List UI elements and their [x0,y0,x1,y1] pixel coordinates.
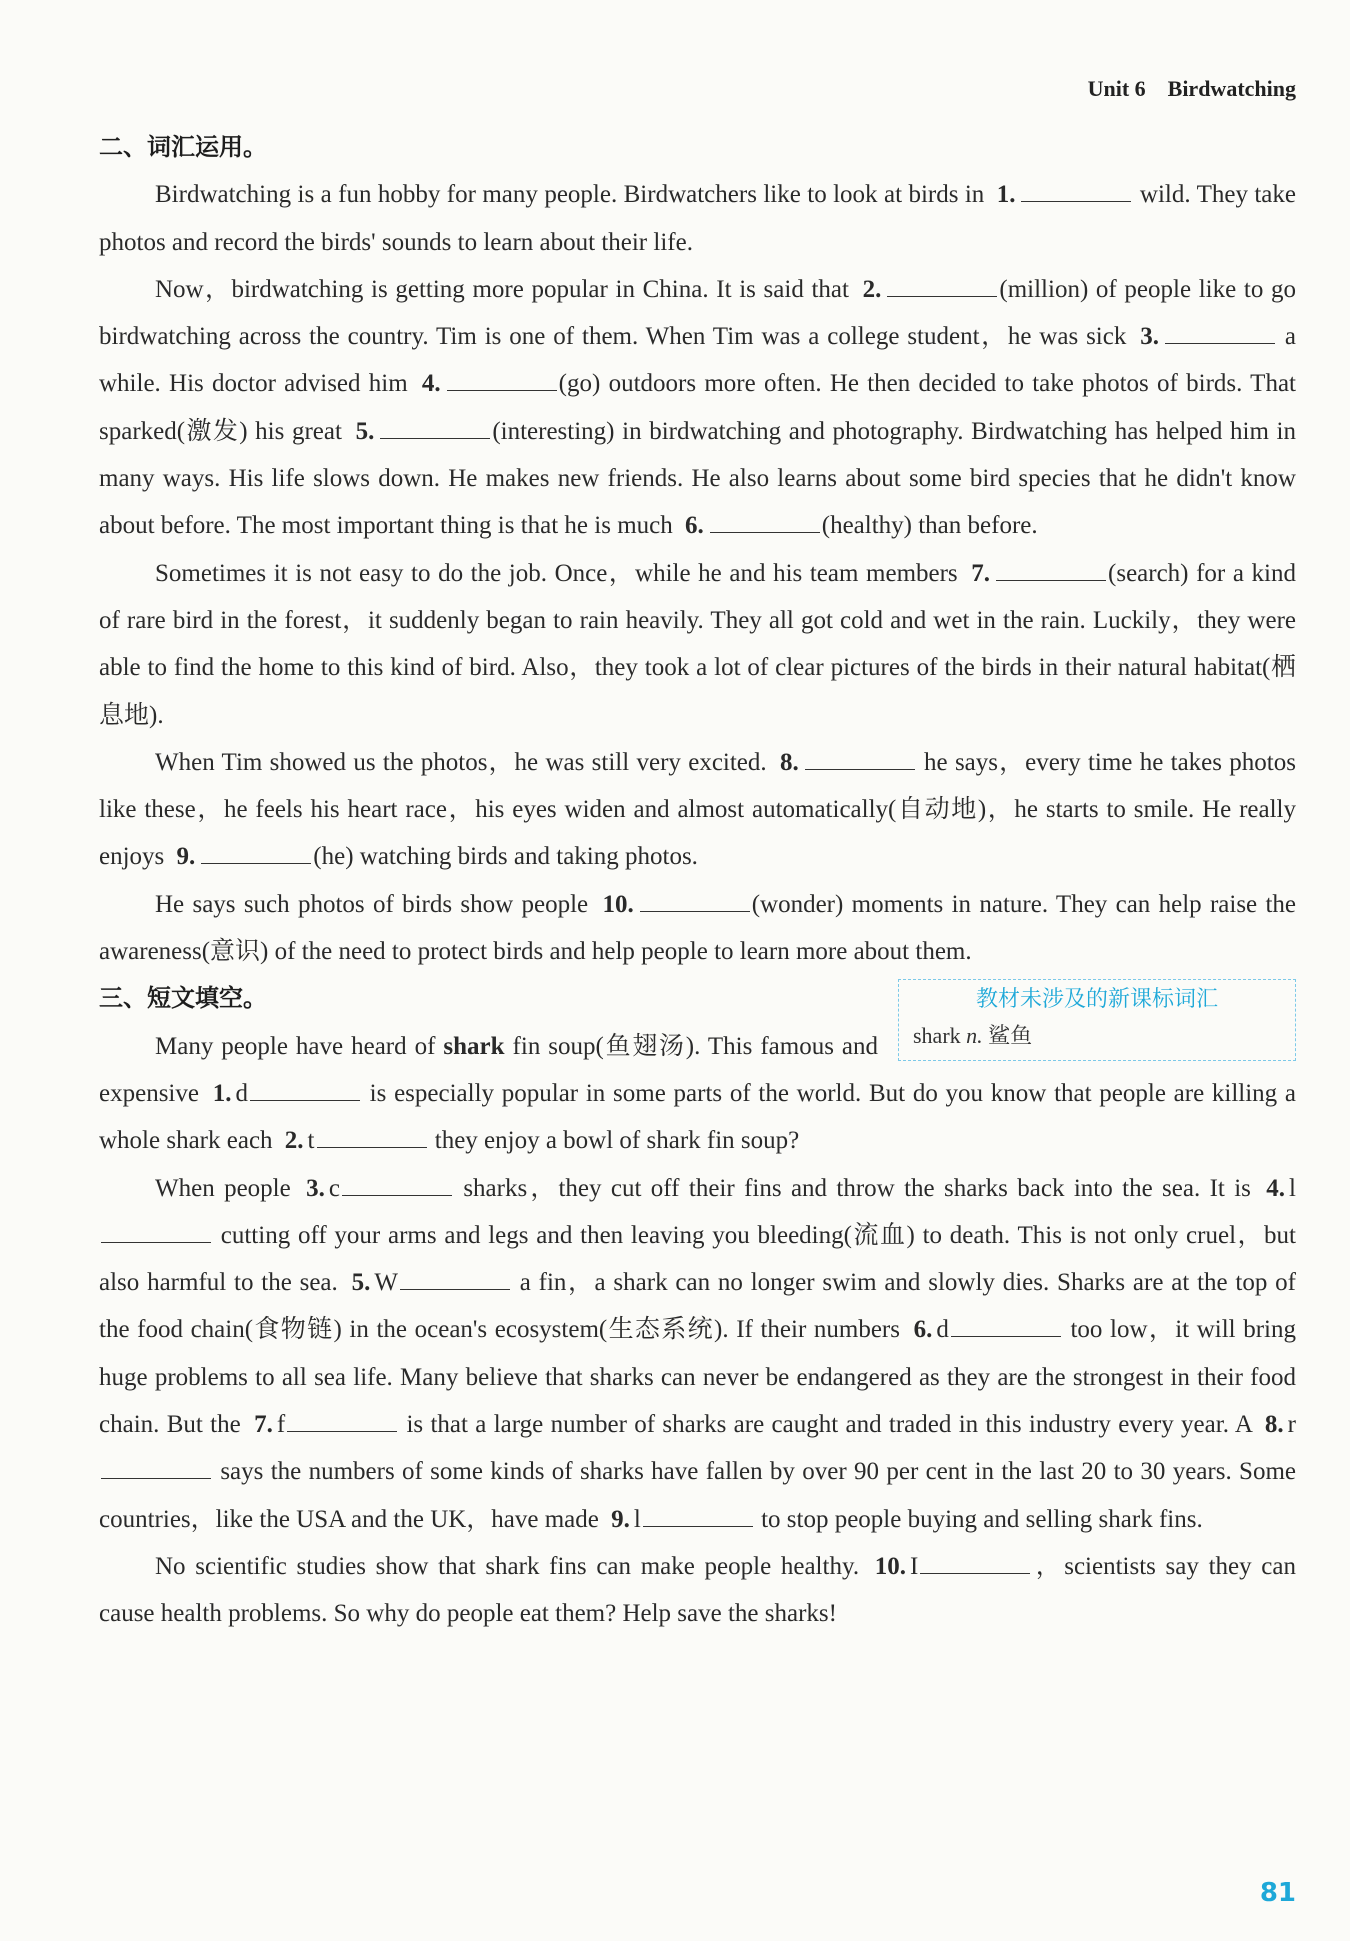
unit-label: Unit 6 [1087,76,1146,101]
answer-blank[interactable] [996,558,1106,581]
answer-blank[interactable] [250,1078,360,1101]
page-number: 81 [1259,1878,1296,1908]
section3-title: 三、短文填空。 [99,984,267,1013]
section3-paragraph-1: Many people have heard of shark fin soup(鱼翅汤). This famous and expensive 1. d is especially popular in some parts of the world. But do you know that people are killing a whole shark each 2. t they enjoy a bowl of shark fin soup? [99,1032,1296,1155]
section3 [99,975,1296,1637]
answer-blank[interactable] [887,274,997,297]
vocab-box-title: 教材未涉及的新课标词汇 [975,987,1218,1013]
answer-blank[interactable] [643,1504,753,1527]
answer-blank[interactable] [342,1173,452,1196]
unit-title: Birdwatching [1167,76,1296,101]
blank-number: 1. [996,181,1016,209]
answer-blank[interactable] [380,416,490,439]
answer-blank[interactable] [400,1267,510,1290]
keyword-shark: shark [443,1032,505,1060]
vocab-entry: shark n. 鲨鱼 [913,1023,1033,1049]
answer-blank[interactable] [805,747,915,770]
section2-paragraph-1: Birdwatching is a fun hobby for many people. Birdwatchers like to look at birds in 1. wild. They take photos and record the birds' sounds to learn about their life. [99,181,1296,256]
answer-blank[interactable] [640,889,750,912]
page-header [1088,76,1296,102]
answer-blank[interactable] [1165,321,1275,344]
answer-blank[interactable] [1021,179,1131,202]
section2-title: 二、词汇运用。 [99,133,267,161]
section2-paragraph-5: He says such photos of birds show people 10. (wonder) moments in nature. They can help raise the awareness(意识) of the need to protect birds and help people to learn more about them. [99,890,1296,966]
answer-blank[interactable] [101,1456,211,1479]
section2-paragraph-2: Now，birdwatching is getting more popular in China. It is said that 2. (million) of people like to go birdwatching across the country. Tim is one of them. When Tim was a college student，he was sick 3. a while. His doctor advised him 4. (go) outdoors more often. He then decided to take photos of birds. That sparked(激发) his great 5. (interesting) in birdwatching and photography. Birdwatching has helped him in many ways. His life slows down. He makes new friends. He also learns about some bird species that he didn't know about before. The most important thing is that he is much 6. (healthy) than before. [99,275,1296,540]
answer-blank[interactable] [447,368,557,391]
answer-blank[interactable] [710,510,820,533]
answer-blank[interactable] [201,841,311,864]
section3-paragraph-3: No scientific studies show that shark fins can make people healthy. 10. I ，scientists say they can cause health problems. So why do people eat them? Help save the sharks! [99,1552,1296,1628]
section2-paragraph-4: When Tim showed us the photos，he was still very excited. 8. he says，every time he takes photos like these，he feels his heart race，his eyes widen and almost automatically(自动地)，he starts to smile. He really enjoys 9. (he) watching birds and taking photos. [99,748,1296,871]
answer-blank[interactable] [101,1220,211,1243]
answer-blank[interactable] [317,1125,427,1148]
section3-paragraph-2: When people 3. c sharks，they cut off their fins and throw the sharks back into the sea. It is 4. l cutting off your arms and legs and then leaving you bleeding(流血) to death. This is not only cruel，but also harmful to the sea. 5. W a fin，a shark can no longer swim and slowly dies. Sharks are at the top of the food chain(食物链) in the ocean's ecosystem(生态系统). If their numbers 6. d too low，it will bring huge problems to all sea life. Many believe that sharks can never be endangered as they are the strongest in their food chain. But the 7. f is that a large number of sharks are caught and traded in this industry every year. A 8. r says the numbers of some kinds of sharks have fallen by over 90 per cent in the last 20 to 30 years. Some countries，like the USA and the UK，have made 9. l to stop people buying and selling shark fins. [99,1174,1296,1533]
answer-blank[interactable] [951,1314,1061,1337]
answer-blank[interactable] [287,1409,397,1432]
section2-paragraph-3: Sometimes it is not easy to do the job. Once，while he and his team members 7. (search) for a kind of rare bird in the forest，it suddenly began to rain heavily. They all got cold and wet in the rain. Luckily，they were able to find the home to this kind of bird. Also，they took a lot of clear pictures of the birds in their natural habitat(栖息地). [99,559,1296,729]
content [99,124,1296,1638]
answer-blank[interactable] [920,1551,1030,1574]
vocab-box [898,979,1296,1061]
